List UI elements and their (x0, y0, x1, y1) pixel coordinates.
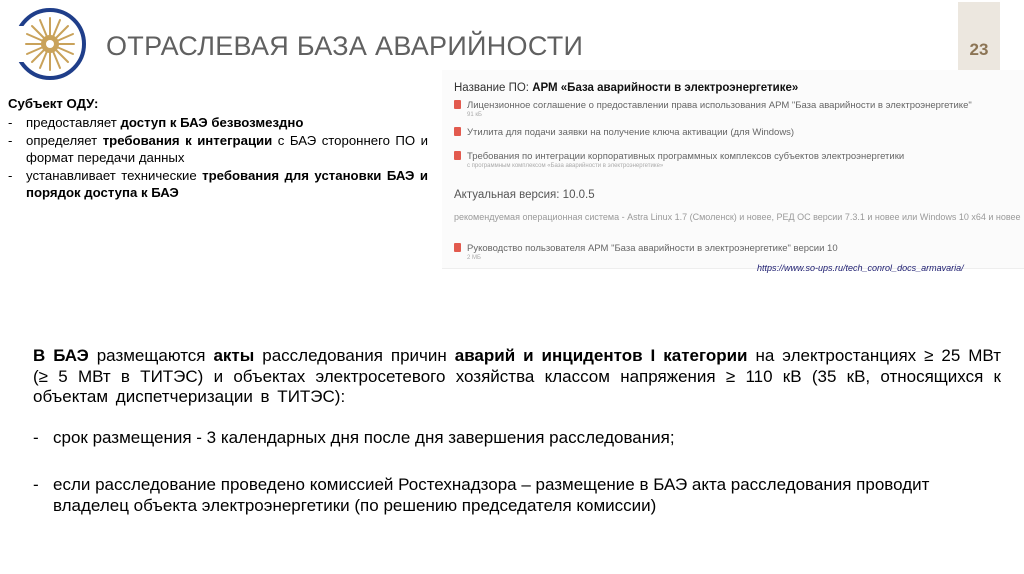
paragraph-text: расследования причин (254, 346, 455, 365)
bullet-text: определяет (26, 133, 103, 148)
os-requirements-note: рекомендуемая операционная система - Astra Linux 1.7 (Смоленск) и новее, РЕД ОС версии 7.3.1 и новее или Windows 10 x64 и новее (454, 212, 1021, 222)
bullet-text: с БАЭ стороннего ПО и формат передачи данных (26, 133, 429, 165)
bullet-bold-text: требования к интеграции (102, 133, 273, 148)
software-download-panel (442, 70, 1024, 269)
software-name-label: Название ПО: (454, 82, 533, 94)
bullet-text: предоставляет (26, 114, 121, 130)
subject-bullet (8, 115, 428, 132)
pdf-file-icon (454, 243, 461, 252)
software-name-heading (454, 82, 798, 94)
bullet-bold-text: требования для установки БАЭ и порядок доступа к БАЭ (26, 168, 428, 200)
document-size: 91 кБ (467, 112, 482, 118)
slide-title: ОТРАСЛЕВАЯ БАЗА АВАРИЙНОСТИ (106, 31, 584, 61)
subject-heading: Субъект ОДУ: (8, 96, 99, 111)
company-logo-icon (10, 6, 86, 82)
document-size: 2 МБ (467, 255, 481, 261)
pdf-file-icon (454, 100, 461, 109)
document-title: Лицензионное соглашение о предоставлении права использования АРМ "База аварийности в электроэнергетике" (467, 100, 972, 111)
current-version-heading: Актуальная версия: 10.0.5 (454, 189, 595, 201)
software-name-value: АРМ «База аварийности в электроэнергетике» (532, 82, 799, 94)
paragraph-text: размещаются (88, 346, 214, 365)
document-title: Утилита для подачи заявки на получение ключа активации (для Windows) (467, 127, 795, 138)
document-link[interactable] (454, 127, 794, 138)
bullet-text: устанавливает технические (26, 168, 203, 183)
paragraph-bold-text: аварий и инцидентов I категории (454, 346, 748, 365)
paragraph-bold-text: В БАЭ (33, 346, 89, 365)
slide-number: 23 (958, 2, 1000, 80)
main-bullet: - если расследование проведено комиссией Ростехнадзора – размещение в БАЭ акта расследования проводит владелец объекта электроэнергетики (по решению председателя комиссии) (33, 475, 1001, 516)
paragraph-text: на электростанциях ≥ 25 МВт (≥ 5 МВт в ТИТЭС) и объектах электросетевого хозяйства классом напряжения ≥ 110 кВ (35 кВ, относящихся к объектам диспетчеризации в ТИТЭС): (33, 346, 1001, 406)
document-link[interactable] (454, 243, 838, 261)
subject-block (8, 96, 428, 203)
pdf-file-icon (454, 151, 461, 160)
document-title: Требования по интеграции корпоративных программных комплексов субъектов электроэнергетики (467, 151, 905, 162)
main-paragraph (33, 346, 1001, 408)
source-url-link[interactable]: https://www.so-ups.ru/tech_conrol_docs_armavaria/ (757, 263, 964, 273)
subject-bullet (8, 168, 428, 201)
main-content (33, 346, 1001, 516)
pdf-file-icon (454, 127, 461, 136)
document-link[interactable] (454, 100, 972, 118)
main-bullets (33, 428, 1001, 517)
subject-bullet (8, 133, 428, 166)
bullet-bold-text: доступ к БАЭ безвозмездно (120, 114, 304, 130)
paragraph-bold-text: акты (213, 346, 255, 365)
document-title: Руководство пользователя АРМ "База аварийности в электроэнергетике" версии 10 (467, 243, 838, 254)
subject-bullets (8, 115, 428, 202)
main-bullet: - срок размещения - 3 календарных дня после дня завершения расследования; (33, 428, 1001, 449)
document-link[interactable] (454, 151, 904, 169)
document-subtitle: с программным комплексом «База аварийности в электроэнергетике» (467, 163, 664, 169)
